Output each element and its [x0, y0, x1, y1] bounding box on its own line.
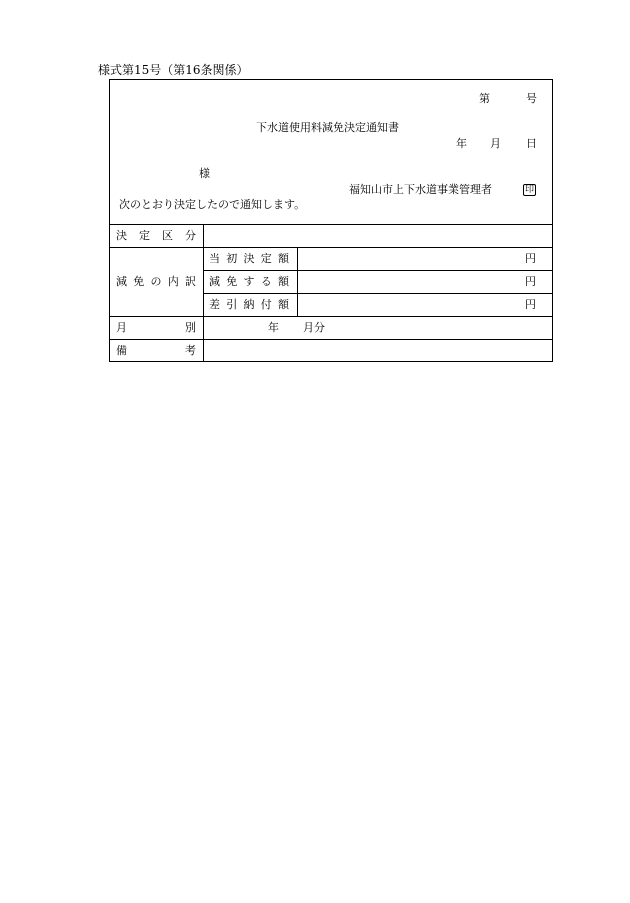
remarks-label [116, 344, 196, 358]
label-char: 訳 [185, 275, 196, 288]
row-divider [203, 270, 552, 271]
decision-category-field[interactable] [209, 229, 545, 243]
notice-form [109, 79, 553, 362]
initial-amount-unit: 円 [525, 252, 536, 265]
label-char: 額 [278, 298, 289, 311]
label-char: 定 [260, 252, 272, 265]
date-month: 月 [490, 137, 501, 150]
row-divider [110, 247, 552, 248]
label-char: 内 [167, 275, 179, 288]
row-divider [203, 293, 552, 294]
date-year: 年 [456, 137, 467, 150]
label-char: 引 [226, 298, 238, 311]
label-char: 免 [226, 275, 238, 288]
label-char: 差 [209, 298, 220, 311]
label-char: 減 [116, 275, 127, 288]
seal-mark [523, 182, 536, 196]
decision-category-label [116, 229, 196, 243]
label-char: 納 [243, 298, 255, 311]
issuer-name: 福知山市上下水道事業管理者 [349, 183, 492, 196]
form-number-label: 様式第15号（第16条関係） [98, 63, 249, 77]
label-char: 分 [185, 229, 196, 242]
label-char: 初 [226, 252, 238, 265]
reduced-amount-field[interactable] [303, 275, 518, 289]
seal-icon: 印 [525, 185, 535, 195]
detail-table [110, 224, 552, 361]
month-label [116, 321, 196, 335]
label-char: す [243, 275, 255, 288]
label-char: る [260, 275, 272, 288]
label-char: の [150, 275, 162, 288]
initial-amount-field[interactable] [303, 252, 518, 266]
label-char: 額 [278, 275, 289, 288]
notice-header [110, 80, 552, 224]
column-divider [297, 247, 298, 316]
label-char: 区 [162, 229, 173, 242]
label-char: 別 [185, 321, 196, 334]
initial-amount-label [209, 252, 289, 266]
label-char: 決 [243, 252, 255, 265]
row-divider [110, 339, 552, 340]
date-day: 日 [526, 137, 537, 150]
month-year: 年 [268, 321, 279, 334]
net-payment-field[interactable] [303, 298, 518, 312]
net-payment-label [209, 298, 289, 312]
label-char: 当 [209, 252, 220, 265]
intro-text: 次のとおり決定したので通知します。 [119, 198, 306, 211]
label-char: 月 [116, 321, 127, 334]
addressee-sama: 様 [199, 167, 210, 180]
label-char: 減 [209, 275, 220, 288]
net-payment-unit: 円 [525, 298, 536, 311]
number-dai: 第 [479, 92, 490, 105]
label-char: 考 [185, 344, 196, 357]
reduced-amount-label [209, 275, 289, 289]
document-title: 下水道使用料減免決定通知書 [256, 121, 399, 134]
label-char: 免 [133, 275, 145, 288]
label-char: 額 [278, 252, 289, 265]
label-char: 決 [116, 229, 127, 242]
month-portion: 月分 [303, 321, 325, 334]
label-char: 定 [139, 229, 150, 242]
remarks-field[interactable] [209, 344, 545, 358]
row-divider [110, 316, 552, 317]
number-go: 号 [526, 92, 537, 105]
label-char: 備 [116, 344, 127, 357]
label-char: 付 [260, 298, 272, 311]
column-divider [203, 225, 204, 361]
reduced-amount-unit: 円 [525, 275, 536, 288]
reduction-breakdown-label [116, 275, 196, 289]
